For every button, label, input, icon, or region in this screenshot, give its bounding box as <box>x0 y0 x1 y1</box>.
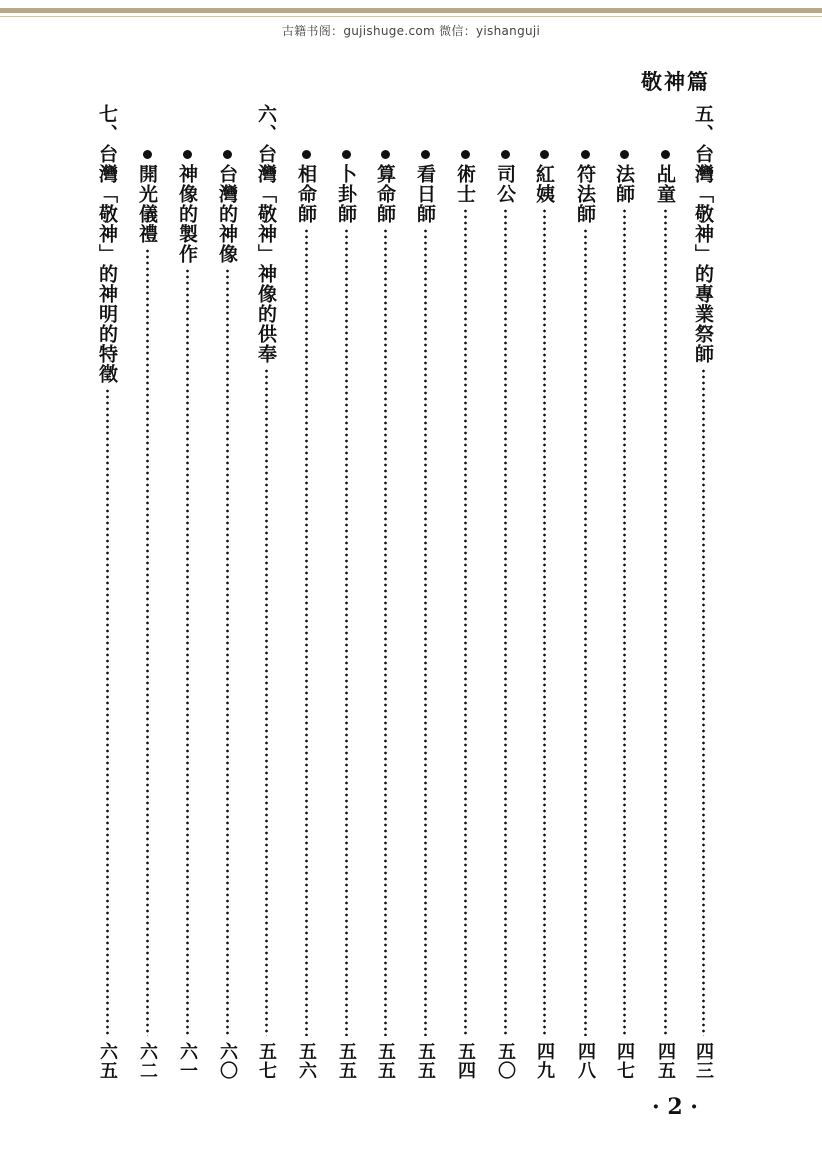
toc-entry-page: 六一 <box>177 1042 198 1080</box>
toc-entry-chapter-6[interactable] <box>251 104 281 1080</box>
toc-entry-page: 六〇 <box>217 1042 238 1080</box>
toc-entry-sub[interactable] <box>172 150 202 1080</box>
bullet-icon <box>421 150 430 159</box>
dot-leader <box>702 368 705 1036</box>
dot-leader <box>186 268 189 1036</box>
toc-entry-page: 五五 <box>375 1042 396 1080</box>
toc-entry-page: 四八 <box>575 1042 596 1080</box>
top-border <box>0 8 822 13</box>
toc-entry-page: 五五 <box>415 1042 436 1080</box>
page-number: · 2 · <box>652 1094 698 1120</box>
toc-entry-sub[interactable] <box>410 150 440 1080</box>
toc-entry-sub[interactable] <box>570 150 600 1080</box>
toc-entry-sub[interactable] <box>650 150 680 1080</box>
toc-entry-sub[interactable] <box>132 150 162 1080</box>
toc-entry-sub[interactable] <box>212 150 242 1080</box>
dot-leader <box>106 388 109 1036</box>
top-border-thin <box>0 16 822 17</box>
toc-entry-label: 術士 <box>454 164 476 204</box>
toc-entry-sub[interactable] <box>291 150 321 1080</box>
bullet-icon <box>381 150 390 159</box>
toc-entry-chapter-7[interactable] <box>92 104 122 1080</box>
dot-leader <box>424 228 427 1036</box>
toc-entry-label: 六、台灣「敬神」神像的供奉 <box>255 104 277 364</box>
toc-entry-sub[interactable] <box>609 150 639 1080</box>
toc-entry-label: 五、台灣「敬神」的專業祭師 <box>692 104 714 364</box>
toc-entry-chapter-5[interactable] <box>688 104 718 1080</box>
dot-leader <box>543 208 546 1036</box>
bullet-icon <box>661 150 670 159</box>
toc-entry-label: 神像的製作 <box>176 164 198 264</box>
bullet-icon <box>540 150 549 159</box>
toc-entry-label: 相命師 <box>295 164 317 224</box>
toc-entry-sub[interactable] <box>370 150 400 1080</box>
toc-entry-page: 五五 <box>336 1042 357 1080</box>
toc-entry-label: 開光儀禮 <box>136 164 158 244</box>
bullet-icon <box>302 150 311 159</box>
toc-entry-label: 司公 <box>494 164 516 204</box>
toc-entry-label: 紅姨 <box>533 164 555 204</box>
dot-leader <box>464 208 467 1036</box>
bullet-icon <box>501 150 510 159</box>
dot-leader <box>345 228 348 1036</box>
bullet-icon <box>183 150 192 159</box>
bullet-icon <box>223 150 232 159</box>
bullet-icon <box>342 150 351 159</box>
toc-entry-label: 法師 <box>613 164 635 204</box>
toc-entry-page: 六五 <box>97 1042 118 1080</box>
toc-entry-page: 四三 <box>693 1042 714 1080</box>
dot-leader <box>664 208 667 1036</box>
section-title: 敬神篇 <box>641 70 710 94</box>
toc-entry-label: 台灣的神像 <box>216 164 238 264</box>
toc-entry-label: 乩童 <box>654 164 676 204</box>
toc-entry-label: 算命師 <box>374 164 396 224</box>
toc-entry-page: 四九 <box>534 1042 555 1080</box>
dot-leader <box>226 268 229 1036</box>
toc-entry-page: 五四 <box>455 1042 476 1080</box>
dot-leader <box>265 368 268 1036</box>
dot-leader <box>623 208 626 1036</box>
bullet-icon <box>620 150 629 159</box>
bullet-icon <box>461 150 470 159</box>
toc-entry-label: 看日師 <box>414 164 436 224</box>
dot-leader <box>305 228 308 1036</box>
toc-entry-page: 五〇 <box>495 1042 516 1080</box>
toc-entry-page: 五七 <box>256 1042 277 1080</box>
dot-leader <box>584 228 587 1036</box>
bullet-icon <box>143 150 152 159</box>
toc-entry-page: 五六 <box>296 1042 317 1080</box>
toc-entry-page: 六二 <box>137 1042 158 1080</box>
toc-entry-sub[interactable] <box>331 150 361 1080</box>
toc-entry-page: 四七 <box>614 1042 635 1080</box>
bullet-icon <box>581 150 590 159</box>
watermark-text: 古籍书阁：gujishuge.com 微信：yishanguji <box>281 24 541 38</box>
toc-entry-page: 四五 <box>655 1042 676 1080</box>
toc-entry-label: 符法師 <box>574 164 596 224</box>
dot-leader <box>384 228 387 1036</box>
toc-entry-sub[interactable] <box>490 150 520 1080</box>
toc-entry-sub[interactable] <box>529 150 559 1080</box>
dot-leader <box>504 208 507 1036</box>
toc-entry-sub[interactable] <box>450 150 480 1080</box>
toc-entry-label: 卜卦師 <box>335 164 357 224</box>
dot-leader <box>146 248 149 1036</box>
toc-entry-label: 七、台灣「敬神」的神明的特徵 <box>96 104 118 384</box>
